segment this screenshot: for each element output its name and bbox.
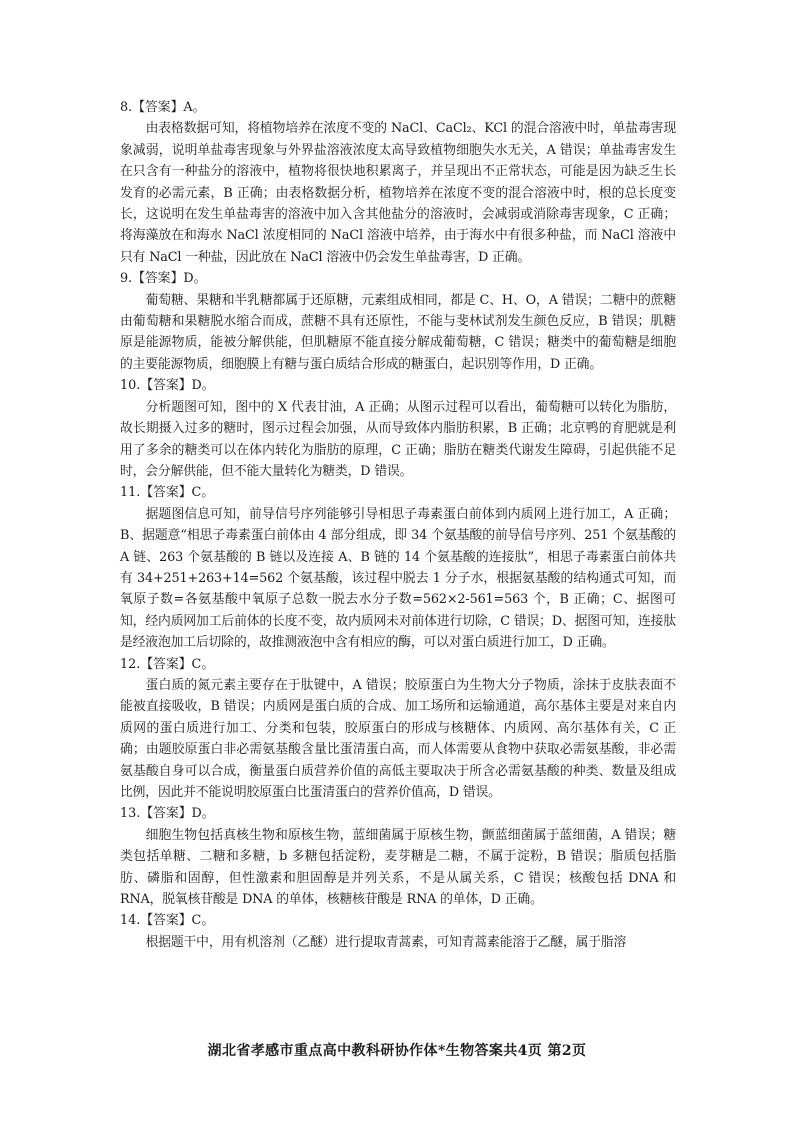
answer-explanation-11: 据题图信息可知，前导信号序列能够引导相思子毒素蛋白前体到内质网上进行加工，A 正确；B、据题意“相思子毒素蛋白前体由 4 部分组成，即 34 个氨基酸的前导信号序列、251 个氨基酸的 A 链、263 个氨基酸的 B 链以及连接 A、B 链的 14 个氨基酸的连接肽”，相思子毒素蛋白前体共有 34+251+263+14=562 个氨基酸，该过程中脱去 1 分子水，根据氨基酸的结构通式可知，而氧原子数=各氨基酸中氧原子总数一脱去水分子数=562×2-561=563 个，B 正确；C、据图可知，经内质网加工后前体的长度不变，故内质网未对前体进行切除，C 错误；D、据图可知，连接肽是经液泡加工后切除的，故推测液泡中含有相应的酶，可以对蛋白质进行加工，D 正确。 bbox=[120, 506, 676, 651]
answer-heading-8: 8.【答案】A。 bbox=[120, 100, 206, 115]
answer-heading-12: 12.【答案】C。 bbox=[120, 656, 215, 672]
answer-explanation-10: 分析题图可知，图中的 X 代表甘油，A 正确；从图示过程可以看出，葡萄糖可以转化为脂肪，故长期摄入过多的糖时，图示过程会加强，从而导致体内脂肪积累，B 正确；北京鸭的育肥就是利用了多余的糖类可以在体内转化为脂肪的原理，C 正确；脂肪在糖类代谢发生障碍，引起供能不足时，会分解供能，但不能大量转化为糖类，D 错误。 bbox=[120, 399, 676, 479]
answer-heading-13: 13.【答案】D。 bbox=[120, 806, 215, 822]
answer-heading-10: 10.【答案】D。 bbox=[120, 378, 215, 394]
answer-heading-14: 14.【答案】C。 bbox=[120, 913, 215, 929]
answer-content bbox=[120, 97, 676, 953]
page-footer: 湖北省孝感市重点高中教科研协作体*生物答案共4页 第2页 bbox=[207, 1043, 587, 1059]
answer-explanation-13: 细胞生物包括真核生物和原核生物，蓝细菌属于原核生物，颤蓝细菌属于蓝细菌，A 错误；糖类包括单糖、二糖和多糖，b 多糖包括淀粉，麦芽糖是二糖，不属于淀粉，B 错误；脂质包括脂肪、磷脂和固醇，但性激素和胆固醇是并列关系，不是从属关系，C 错误；核酸包括 DNA 和 RNA，脱氧核苷酸是 DNA 的单体，核糖核苷酸是 RNA 的单体，D 正确。 bbox=[120, 827, 676, 908]
answer-explanation-8: 由表格数据可知，将植物培养在浓度不变的 NaCl、CaCl₂、KCl 的混合溶液中时，单盐毒害现象减弱，说明单盐毒害现象与外界盐溶液浓度太高导致植物细胞失水无关，A 错误；单盐毒害发生在只含有一种盐分的溶液中，植物将很快地积累离子，并呈现出不正常状态，可能是因为缺乏生长发育的必需元素，B 正确；由表格数据分析，植物培养在浓度不变的混合溶液中时，根的总长度变长，这说明在发生单盐毒害的溶液中加入含其他盐分的溶液时，会减弱或消除毒害现象，C 正确；将海藻放在和海水 NaCl 浓度相同的 NaCl 溶液中培养，由于海水中有很多种盐，而 NaCl 溶液中只有 NaCl 一种盐，因此放在 NaCl 溶液中仍会发生单盐毒害，D 正确。 bbox=[120, 121, 676, 265]
answer-heading-11: 11.【答案】C。 bbox=[120, 485, 215, 501]
answer-explanation-12: 蛋白质的氮元素主要存在于肽键中，A 错误；胶原蛋白为生物大分子物质，涂抹于皮肤表面不能被直接吸收，B 错误；内质网是蛋白质的合成、加工场所和运输通道，高尔基体主要是对来自内质网的蛋白质进行加工、分类和包装，胶原蛋白的形成与核糖体、内质网、高尔基体有关，C 正确；由题胶原蛋白非必需氨基酸含量比蛋清蛋白高，而人体需要从食物中获取必需氨基酸，非必需氨基酸自身可以合成，衡量蛋白质营养价值的高低主要取决于所含必需氨基酸的种类、数量及组成比例，因此并不能说明胶原蛋白比蛋清蛋白的营养价值高，D 错误。 bbox=[120, 677, 676, 800]
answer-heading-9: 9.【答案】D。 bbox=[120, 271, 207, 287]
answer-explanation-9: 葡萄糖、果糖和半乳糖都属于还原糖，元素组成相同，都是 C、H、O，A 错误；二糖中的蔗糖由葡萄糖和果糖脱水缩合而成，蔗糖不具有还原性，不能与斐林试剂发生颜色反应，B 错误；肌糖原是能源物质，能被分解供能，但肌糖原不能直接分解成葡萄糖，C 错误；糖类中的葡萄糖是细胞的主要能源物质，细胞膜上有糖与蛋白质结合形成的糖蛋白，起识别等作用，D 正确。 bbox=[120, 292, 676, 372]
answer-explanation-14: 根据题干中，用有机溶剂（乙醚）进行提取青蒿素，可知青蒿素能溶于乙醚，属于脂溶 bbox=[145, 934, 627, 950]
